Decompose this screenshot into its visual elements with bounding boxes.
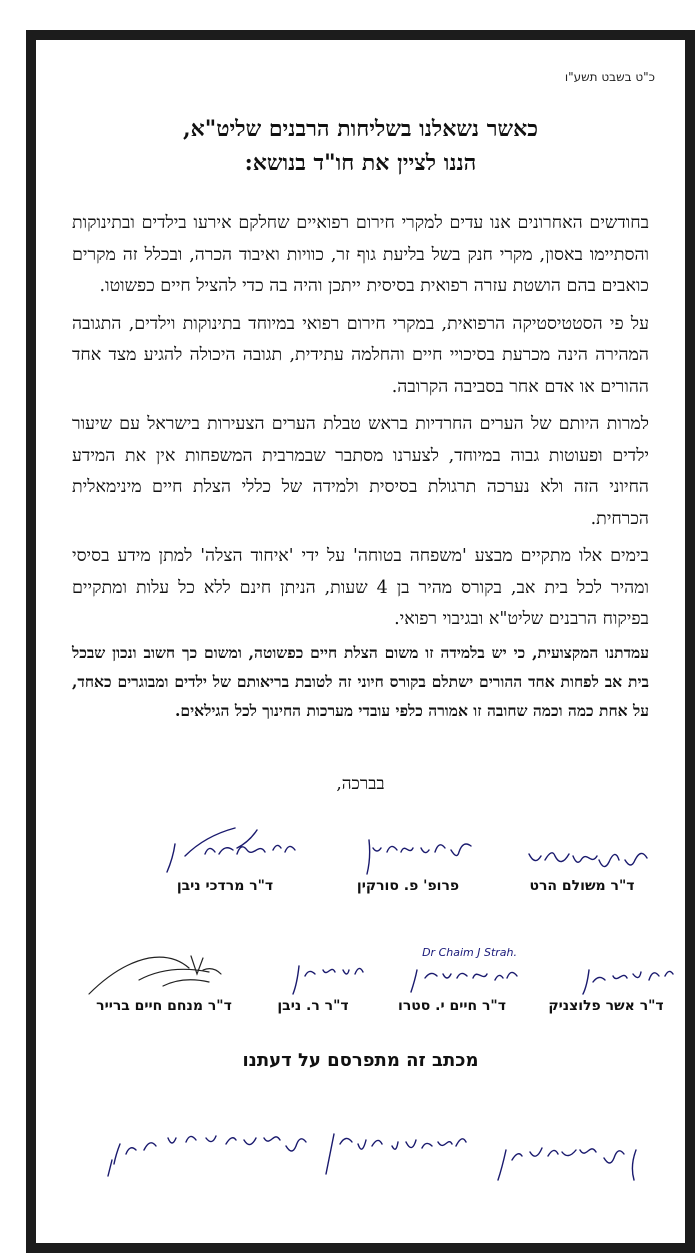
- signatory-name-strah: ד"ר חיים י. סטרו: [398, 998, 506, 1014]
- professional-position-statement: עמדתנו המקצועית, כי יש בלמידה זו משום הצלת חיים כפשוטה, ומשום כך חשוב ונכון שבכל בית אב לפחות אחד ההורים ישתלם בקורס חיוני זה לטובת בריאותם של ילדים ומבוגרים כאחד, על אחת כמה וכמה שחובה זו אמורה כלפי עובדי מערכות החינוך לכל הגילאים.: [72, 643, 649, 720]
- signatory-name-plotsnik: ד"ר אשר פלוצניק: [548, 998, 664, 1014]
- signature-block-hart: [507, 838, 657, 894]
- letter-frame: [26, 30, 695, 1253]
- body-paragraph-1: בחודשים האחרונים אנו עדים למקרי חירום רפואיים שחלקם אירעו בילדים ובתינוקות והסתיימו באסון, מקרי חנק בשל בליעת גוף זר, כוויות ואיבוד הכרה, ובכלל זה מקרים כואבים בהם הושטת עזרה רפואית בסיסית ייתכן והיה בה כדי להציל חיים כפשוטו.: [72, 213, 649, 296]
- letter-date: כ"ט בשבט תשע"ו: [564, 70, 655, 84]
- body-paragraph-4: בימים אלו מתקיים מבצע 'משפחה בטוחה' על ידי 'איחוד הצלה' למתן מידע בסיסי ומהיר לכל בית אב, בקורס מהיר בן 4 שעות, הניתן חינם ללא כל עלות ומתקיים בפיקוח הרבנים שליט"א ובגיבוי רפואי.: [72, 546, 649, 629]
- signature-block-sorkin: [333, 830, 483, 894]
- signatory-name-sorkin: פרופ' פ. סורקין: [356, 878, 460, 894]
- signature-block-r-niven: [253, 954, 373, 1014]
- signatory-name-mordechai-niven: ד"ר מרדכי ניבן: [176, 878, 274, 894]
- signature-block-mordechai-niven: [145, 826, 305, 894]
- closing-greeting: בברכה,: [336, 774, 385, 794]
- signatory-name-r-niven: ד"ר ר. ניבן: [277, 998, 349, 1014]
- body-paragraph-3: למרות היותם של הערים החרדיות בראש טבלת הערים הצעירות בישראל עם שיעור ילדים ופעוטות גבוה במיוחד, לצערנו מסתבר שבמרבית המשפחות אין את המידע החיוני הזה ולא נערכה תרגולת בסיסית ולמידה של כללי הצלת חיים מינימאלית הכרחית.: [72, 414, 649, 529]
- publication-statement: מכתב זה מתפרסם על דעתנו: [242, 1050, 479, 1071]
- letter-body: [72, 208, 649, 642]
- handwritten-signature-breuer: [79, 950, 249, 998]
- handwritten-signature-mordechai-niven: [145, 826, 305, 878]
- signature-block-breuer: [79, 950, 249, 1014]
- letter-headline: [76, 112, 645, 180]
- rabbinical-handwritten-signatures: [76, 1120, 676, 1210]
- signature-block-strah: [377, 940, 527, 1014]
- handwritten-signature-r-niven: [253, 954, 373, 998]
- signatory-name-hart: ד"ר משולם הרט: [529, 878, 635, 894]
- handwritten-signature-strah: [377, 940, 527, 998]
- handwritten-signature-plotsnik: [531, 958, 681, 998]
- body-paragraph-2: על פי הסטטיסטיקה הרפואית, במקרי חירום רפואי במיוחד בתינוקות וילדים, התגובה המהירה הינה מכרעת בסיכויי חיים והחלמה עתידית, תגובה היכולה להגיע מצד אחד ההורים או אדם אחר בסביבה הקרובה.: [72, 313, 649, 397]
- signature-latin-note: Dr Chaim J Strah.: [422, 946, 517, 959]
- handwritten-signature-hart: [507, 838, 657, 878]
- signature-block-plotsnik: [531, 958, 681, 1014]
- signatory-name-breuer: ד"ר מנחם חיים ברייר: [96, 998, 232, 1014]
- headline-line-1: כאשר נשאלנו בשליחות הרבנים שליט"א,: [182, 116, 539, 142]
- headline-line-2: הננו לציין את חו"ד בנושא:: [244, 150, 477, 176]
- handwritten-signature-sorkin: [333, 830, 483, 878]
